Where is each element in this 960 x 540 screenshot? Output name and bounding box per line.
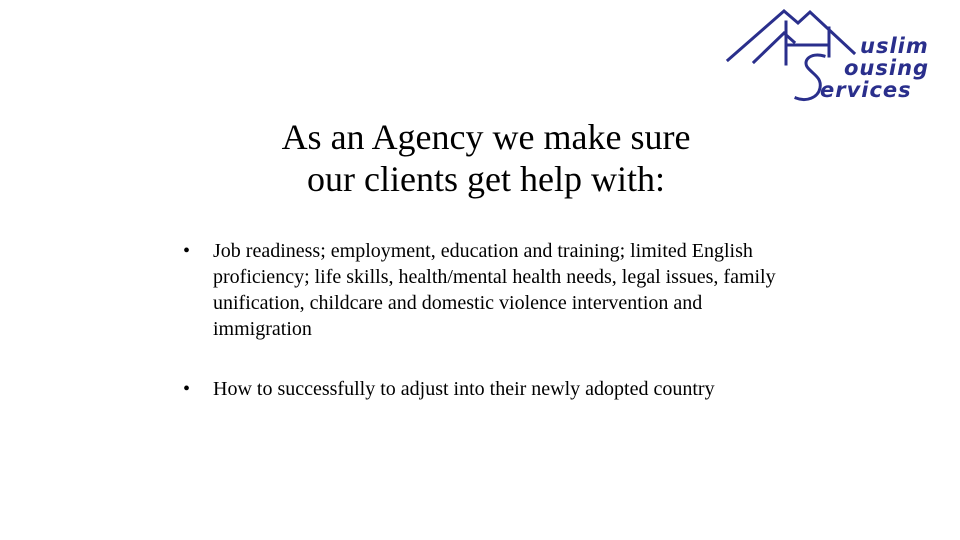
bullet-item xyxy=(183,238,803,342)
bullet-marker: • xyxy=(183,378,191,400)
logo-word-ousing: ousing xyxy=(844,56,930,80)
bullet-list xyxy=(183,238,803,402)
slide-title-line-1: As an Agency we make sure xyxy=(281,117,691,157)
bullet-marker: • xyxy=(183,240,191,262)
logo-word-ervices: ervices xyxy=(820,78,912,102)
slide-title-line-2: our clients get help with: xyxy=(307,159,665,199)
logo-word-uslim: uslim xyxy=(860,34,929,58)
bullet-item xyxy=(183,376,803,402)
muslim-housing-services-logo xyxy=(726,6,946,106)
bullet-text: Job readiness; employment, education and training; limited English proficiency; life skills, health/mental health needs, legal issues, family unification, childcare and domestic violence intervention and immigration xyxy=(213,240,776,340)
slide-title xyxy=(186,116,786,200)
bullet-text: How to successfully to adjust into their newly adopted country xyxy=(213,378,715,400)
